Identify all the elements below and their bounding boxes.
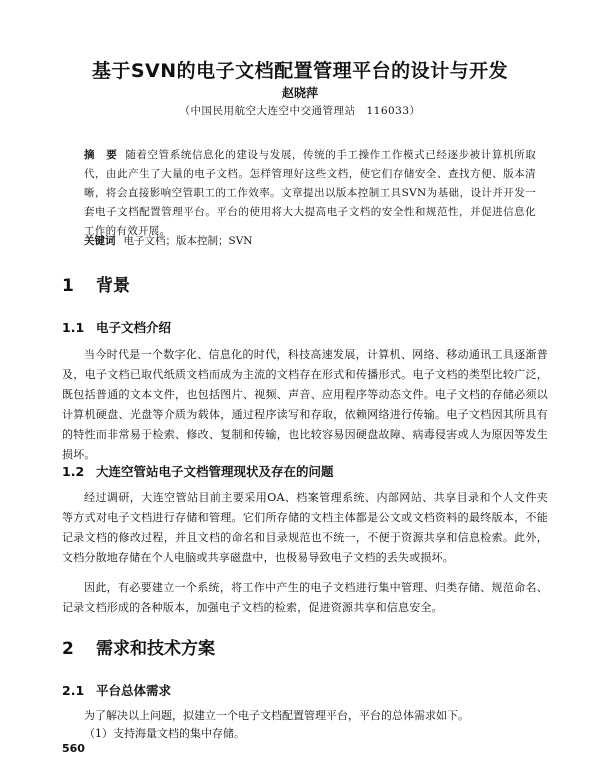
keywords	[84, 232, 536, 251]
section-1-1-number: 1.1	[62, 320, 85, 335]
section-1-2-number: 1.2	[62, 464, 85, 479]
abstract-label: 摘 要	[84, 149, 118, 161]
paper-title: 基于SVN的电子文档配置管理平台的设计与开发	[91, 60, 509, 82]
section-2-heading	[62, 634, 215, 659]
section-1-2-paragraph-2: 因此，有必要建立一个系统，将工作中产生的电子文档进行集中管理、归类存储、规范命名、记录文档形成的各种版本，加强电子文档的检索，促进资源共享和信息安全。	[62, 581, 548, 614]
section-1-1-heading	[62, 318, 171, 336]
section-2-1-number: 2.1	[62, 683, 85, 698]
author-affiliation: （中国民用航空大连空中交通管理站 116033）	[179, 105, 421, 117]
section-1-heading	[62, 271, 130, 296]
page-number: 560	[62, 742, 85, 755]
abstract	[84, 146, 536, 241]
section-1-number: 1	[62, 276, 74, 296]
section-1-2-paragraph-1: 经过调研，大连空管站目前主要采用OA、档案管理系统、内部网站、共享目录和个人文件夹等方式对电子文档进行存储和管理。它们所存储的文档主体都是公文或文档资料的最终版本，不能记录文档的修改过程，并且文档的命名和目录规范也不统一，不便于资源共享和信息检索。此外，文档分散地存储在个人电脑或共享磁盘中，也极易导致电子文档的丢失或损坏。	[62, 491, 548, 564]
keywords-text: 电子文档；版本控制；SVN	[123, 235, 253, 247]
author-name: 赵晓萍	[281, 86, 318, 100]
section-1-title: 背景	[96, 276, 130, 296]
section-2-1-heading	[62, 681, 171, 699]
section-2-title: 需求和技术方案	[96, 639, 215, 659]
section-2-1-title: 平台总体需求	[96, 683, 172, 698]
section-2-number: 2	[62, 639, 74, 659]
section-2-1-paragraph-1: 为了解决以上问题，拟建立一个电子文档配置管理平台，平台的总体需求如下。	[84, 709, 469, 722]
section-1-2-heading	[62, 462, 334, 480]
keywords-label: 关键词	[84, 235, 116, 247]
section-2-1-list-item-1: （1）支持海量文档的集中存储。	[84, 727, 245, 740]
section-1-1-title: 电子文档介绍	[96, 320, 172, 335]
section-1-2-title: 大连空管站电子文档管理现状及存在的问题	[96, 464, 334, 479]
section-1-1-paragraph: 当今时代是一个数字化、信息化的时代，科技高速发展，计算机、网络、移动通讯工具逐渐普及，电子文档已取代纸质文档而成为主流的文档存在形式和传播形式。电子文档的类型比较广泛，既包括普通的文本文件，也包括图片、视频、声音、应用程序等动态文件。电子文档的存储必须以计算机硬盘、光盘等介质为载体，通过程序读写和存取，依赖网络进行传输。电子文档因其所具有的特性而非常易于检索、修改、复制和传输，也比较容易因硬盘故障、病毒侵害或人为原因等发生损坏。	[62, 348, 548, 461]
abstract-text: 随着空管系统信息化的建设与发展，传统的手工操作工作模式已经逐步被计算机所取代，由此产生了大量的电子文档。怎样管理好这些文档，使它们存储安全、查找方便、版本清晰，将会直接影响空管职工的工作效率。文章提出以版本控制工具SVN为基础，设计并开发一套电子文档配置管理平台。平台的使用将大大提高电子文档的安全性和规范性，并促进信息化工作的有效开展。	[84, 149, 536, 237]
